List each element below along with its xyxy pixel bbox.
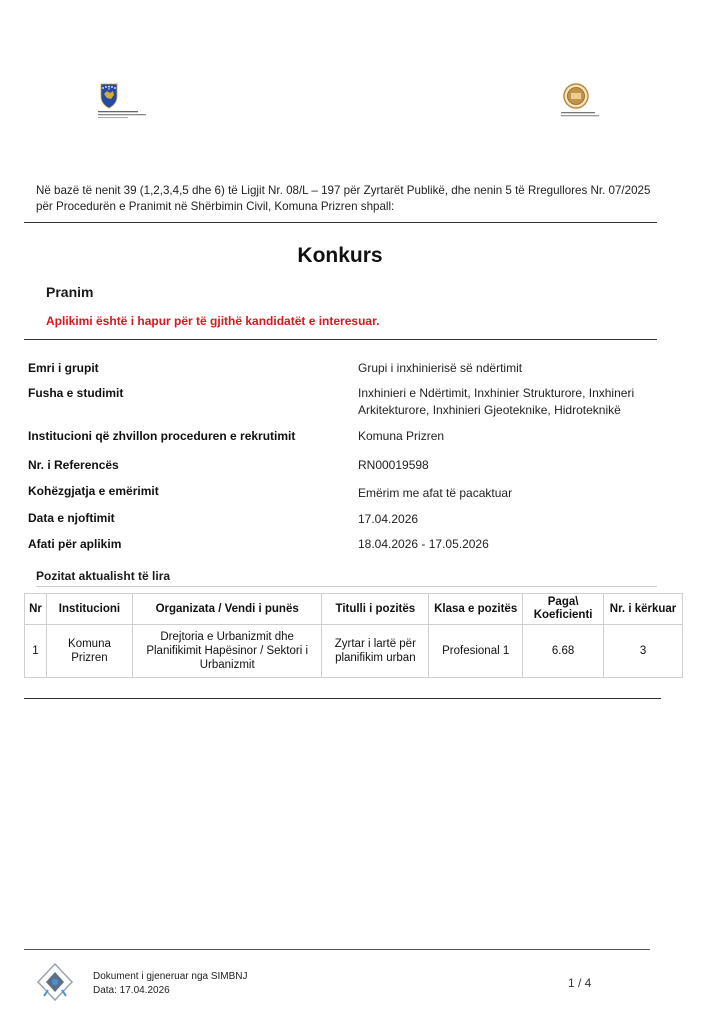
table-cell: Drejtoria e Urbanizmit dhe Planifikimit Hapësinor / Sektori i Urbanizmit — [132, 625, 322, 678]
subtitle: Pranim — [46, 284, 94, 300]
table-cell: Zyrtar i lartë për planifikim urban — [322, 625, 429, 678]
page-number: 1 / 4 — [568, 976, 592, 990]
footer-generated-by: Dokument i gjeneruar nga SIMBNJ — [93, 971, 248, 982]
divider — [24, 339, 657, 340]
info-value-reference-number: RN00019598 — [358, 458, 429, 472]
info-label-group-name: Emri i grupit — [28, 361, 99, 375]
info-label-notice-date: Data e njoftimit — [28, 511, 115, 525]
positions-table — [24, 593, 683, 678]
column-header: Klasa e pozitës — [429, 594, 523, 625]
divider — [24, 222, 657, 223]
positions-section-title: Pozitat aktualisht të lira — [36, 569, 171, 583]
page-title: Konkurs — [297, 244, 383, 267]
info-label-field-of-study: Fusha e studimit — [28, 386, 124, 400]
info-label-application-deadline: Afati për aplikim — [28, 537, 122, 551]
column-header: Nr — [25, 594, 47, 625]
info-value-application-deadline: 18.04.2026 - 17.05.2026 — [358, 537, 489, 551]
info-label-appointment-duration: Kohëzgjatja e emërimit — [28, 484, 159, 498]
table-cell: Profesional 1 — [429, 625, 523, 678]
divider — [36, 586, 657, 587]
info-value-field-of-study: Inxhinieri e Ndërtimit, Inxhinier Strukturore, Inxhineri Arkitekturore, Inxhinieri Gjeoteknike, Hidroteknikë — [358, 386, 635, 417]
intro-paragraph: Në bazë të nenit 39 (1,2,3,4,5 dhe 6) të Ligjit Nr. 08/L – 197 për Zyrtarët Publikë, dhe nenin 5 të Rregullores Nr. 07/2025 për Procedurën e Pranimit në Shërbimin Civil, Komuna Prizren shpall: — [36, 184, 651, 213]
table-row — [25, 625, 683, 678]
info-value-group-name: Grupi i inxhinierisë së ndërtimit — [358, 361, 523, 375]
kosovo-emblem-icon — [96, 82, 148, 122]
info-label-reference-number: Nr. i Referencës — [28, 458, 119, 472]
column-header: Titulli i pozitës — [322, 594, 429, 625]
info-label-institution: Institucioni që zhvillon proceduren e rekrutimit — [28, 429, 296, 443]
table-cell: Komuna Prizren — [46, 625, 132, 678]
column-header: Nr. i kërkuar — [604, 594, 683, 625]
municipality-seal-icon — [559, 82, 599, 122]
column-header: Organizata / Vendi i punës — [132, 594, 322, 625]
info-value-notice-date: 17.04.2026 — [358, 512, 419, 526]
table-cell: 3 — [604, 625, 683, 678]
footer-date: Data: 17.04.2026 — [93, 985, 170, 996]
info-value-institution: Komuna Prizren — [358, 429, 445, 443]
simbnj-logo-icon — [36, 962, 74, 1002]
info-value-appointment-duration: Emërim me afat të pacaktuar — [358, 486, 513, 500]
footer-divider — [24, 949, 650, 950]
table-cell: 6.68 — [523, 625, 604, 678]
table-cell: 1 — [25, 625, 47, 678]
divider — [24, 698, 661, 699]
column-header: Institucioni — [46, 594, 132, 625]
table-header-row — [25, 594, 683, 625]
column-header: Paga\ Koeficienti — [523, 594, 604, 625]
application-notice: Aplikimi është i hapur për të gjithë kandidatët e interesuar. — [46, 314, 380, 328]
